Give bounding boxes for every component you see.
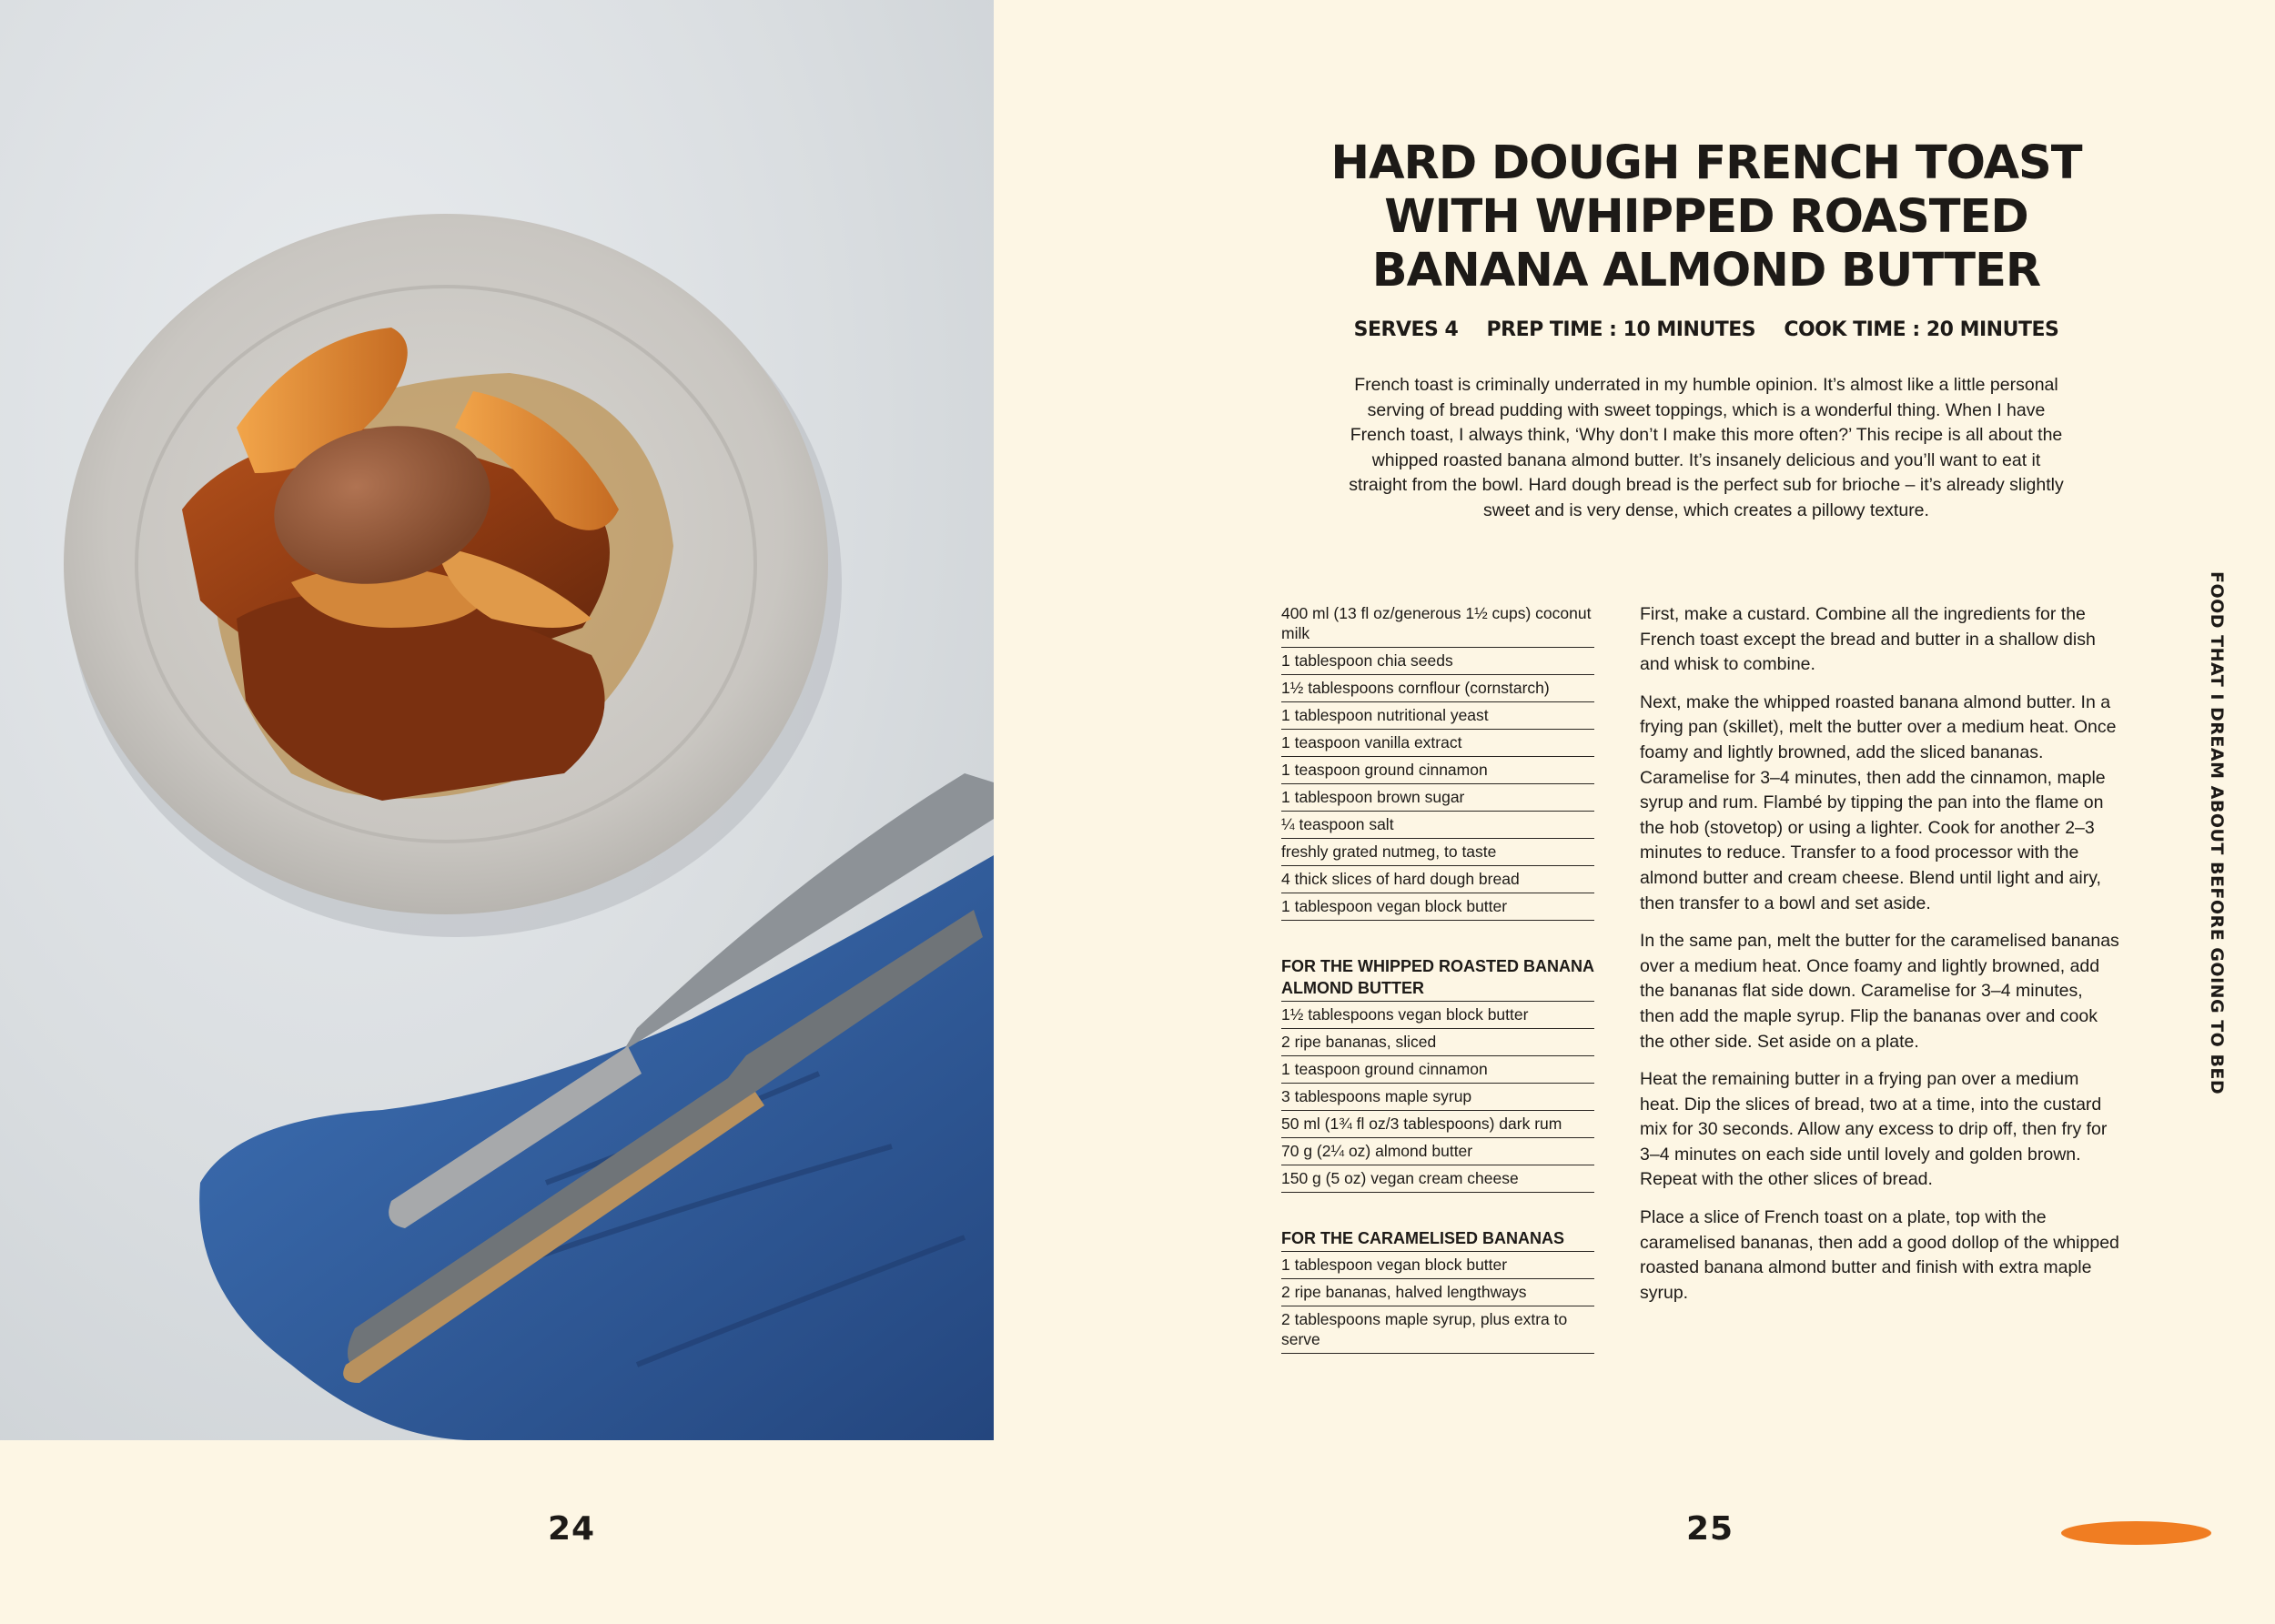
- method-column: [1640, 602, 2122, 1318]
- prep-time-label: PREP TIME : 10 MINUTES: [1486, 318, 1756, 341]
- ingredient-list-caramel: [1281, 1252, 1594, 1354]
- method-step: Heat the remaining butter in a frying pan over a medium heat. Dip the slices of bread, two at a time, into the custard mix for 30 seconds. Allow any excess to drip off, then fry for 3–4 minutes on each side until lovely and golden brown. Repeat with the other slices of bread.: [1640, 1069, 2108, 1190]
- method-step: First, make a custard. Combine all the ingredients for the French toast except the bread and butter in a shallow dish and whisk to combine.: [1640, 604, 2096, 675]
- ingredient-item: 70 g (2¼ oz) almond butter: [1281, 1138, 1594, 1165]
- ingredients-column: [1281, 600, 1594, 1354]
- blue-napkin: [199, 855, 994, 1440]
- ingredient-item: 3 tablespoons maple syrup: [1281, 1084, 1594, 1111]
- ingredient-heading-caramel: FOR THE CARAMELISED BANANAS: [1281, 1227, 1594, 1252]
- ingredient-item: 1 tablespoon nutritional yeast: [1281, 702, 1594, 730]
- ingredient-item: 2 ripe bananas, sliced: [1281, 1029, 1594, 1056]
- ingredient-item: 1 teaspoon ground cinnamon: [1281, 1056, 1594, 1084]
- ingredient-item: 2 tablespoons maple syrup, plus extra to serve: [1281, 1306, 1594, 1354]
- page-number-right: 25: [1686, 1510, 1734, 1548]
- recipe-meta: [1274, 318, 2138, 341]
- ingredient-item: 1 teaspoon vanilla extract: [1281, 730, 1594, 757]
- method-step: Next, make the whipped roasted banana almond butter. In a frying pan (skillet), melt the butter over a medium heat. Once foamy and lightly browned, add the sliced bananas. Caramelise for 3–4 minutes, then add the cinnamon, maple syrup and rum. Flambé by tipping the pan into the flame on the hob (stovetop) or using a lighter. Cook for another 2–3 minutes to reduce. Transfer to a food processor with the almond butter and cream cheese. Blend until light and airy, then transfer to a bowl and set aside.: [1640, 691, 2117, 913]
- ingredient-item: 1 teaspoon ground cinnamon: [1281, 757, 1594, 784]
- method-step: In the same pan, melt the butter for the caramelised bananas over a medium heat. Once foamy and lightly browned, add the bananas flat side down. Caramelise for 3–4 minutes, then add the maple syrup. Flip the bananas over and cook the other side. Set aside on a plate.: [1640, 931, 2119, 1052]
- ingredient-heading-whipped: FOR THE WHIPPED ROASTED BANANA ALMOND BUTTER: [1281, 955, 1594, 1002]
- ingredient-item: 2 ripe bananas, halved lengthways: [1281, 1279, 1594, 1306]
- ingredient-item: 1 tablespoon vegan block butter: [1281, 893, 1594, 921]
- ingredient-item: ¼ teaspoon salt: [1281, 812, 1594, 839]
- ingredient-item: 1½ tablespoons cornflour (cornstarch): [1281, 675, 1594, 702]
- ingredient-item: 150 g (5 oz) vegan cream cheese: [1281, 1165, 1594, 1193]
- recipe-title: HARD DOUGH FRENCH TOAST WITH WHIPPED ROASTED BANANA ALMOND BUTTER: [1330, 136, 2082, 298]
- food-photo: [0, 0, 994, 1440]
- ingredient-item: 50 ml (1¾ fl oz/3 tablespoons) dark rum: [1281, 1111, 1594, 1138]
- serves-label: SERVES 4: [1353, 318, 1459, 341]
- method-step: Place a slice of French toast on a plate, top with the caramelised bananas, then add a good dollop of the whipped roasted banana almond butter and finish with extra maple syrup.: [1640, 1207, 2119, 1303]
- ingredient-list-main: [1281, 600, 1594, 921]
- ingredient-item: freshly grated nutmeg, to taste: [1281, 839, 1594, 866]
- recipe-intro: French toast is criminally underrated in my humble opinion. It’s almost like a little personal serving of bread pudding with sweet toppings, which is a wonderful thing. When I have French toast, I always think, ‘Why don’t I make this more often?’ This recipe is all about the whipped roasted banana almond butter. It’s insanely delicious and you’ll want to eat it straight from the bowl. Hard dough bread is the perfect sub for brioche – it’s already slightly sweet and is very dense, which creates a pillowy texture.: [1349, 375, 2064, 520]
- ingredient-list-whipped: [1281, 1002, 1594, 1193]
- french-toast-illustration: [0, 0, 994, 1440]
- running-head: FOOD THAT I DREAM ABOUT BEFORE GOING TO BED: [2207, 571, 2227, 1095]
- ingredient-item: 1 tablespoon vegan block butter: [1281, 1252, 1594, 1279]
- page-number-left: 24: [548, 1510, 596, 1548]
- cook-time-label: COOK TIME : 20 MINUTES: [1784, 318, 2059, 341]
- ingredient-item: 4 thick slices of hard dough bread: [1281, 866, 1594, 893]
- ingredient-item: 400 ml (13 fl oz/generous 1½ cups) coconut milk: [1281, 600, 1594, 648]
- ingredient-item: 1 tablespoon brown sugar: [1281, 784, 1594, 812]
- ingredient-item: 1 tablespoon chia seeds: [1281, 648, 1594, 675]
- orange-accent-pill: [2061, 1521, 2211, 1545]
- ingredient-item: 1½ tablespoons vegan block butter: [1281, 1002, 1594, 1029]
